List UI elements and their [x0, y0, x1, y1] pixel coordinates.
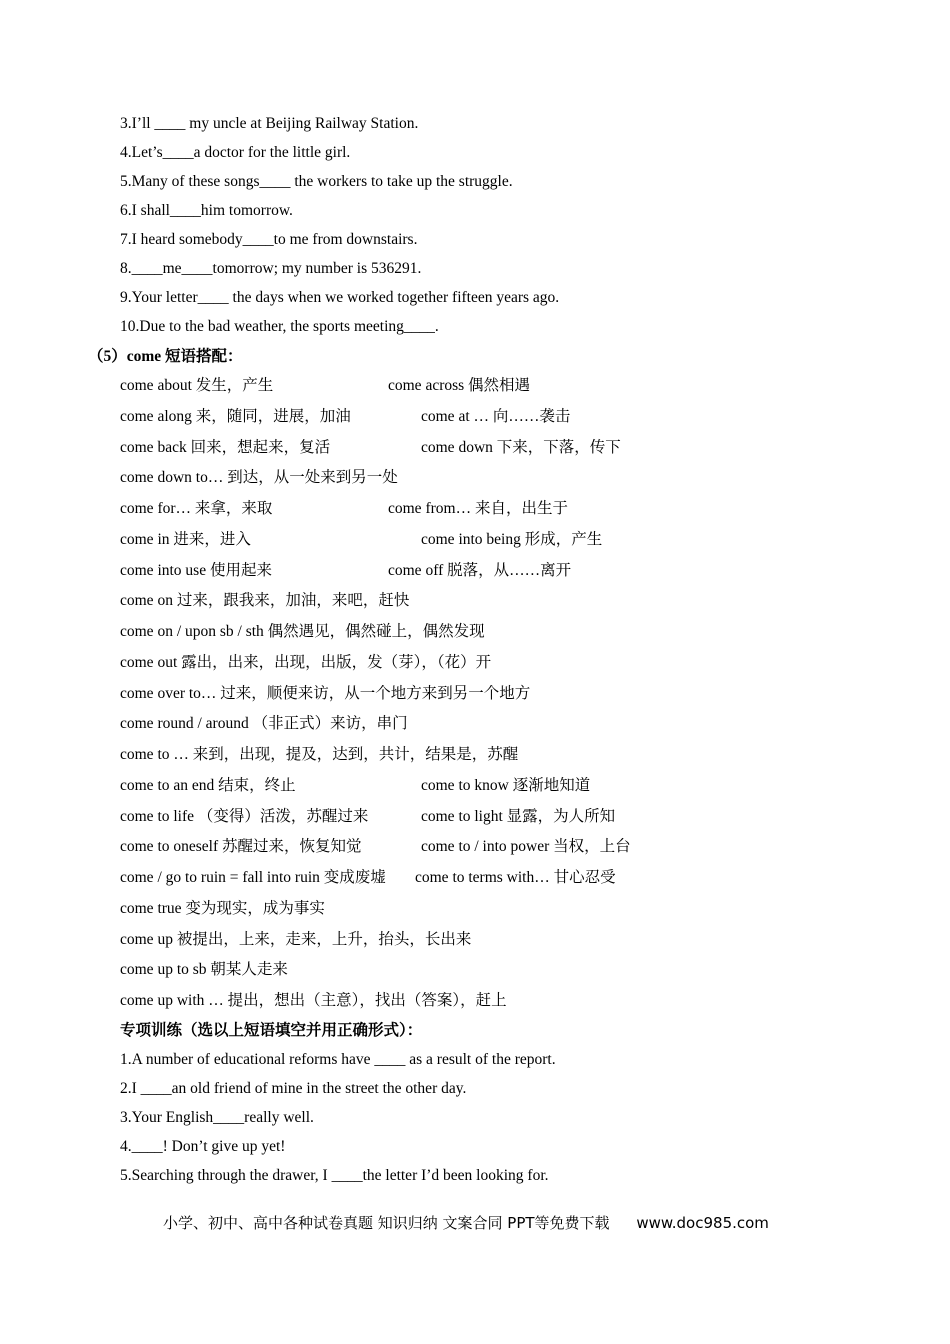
- footer-url[interactable]: www.doc985.com: [636, 1214, 769, 1232]
- phrase-row: [120, 591, 680, 611]
- phrase-left: come round / around （非正式）来访，串门: [120, 715, 408, 732]
- phrase-row: [120, 376, 680, 396]
- phrase-left: come out 露出，出来，出现，出版，发（芽），（花）开: [120, 654, 492, 671]
- phrase-row: [120, 745, 680, 765]
- phrase-row: [120, 899, 680, 919]
- phrase-left: come over to… 过来，顺便来访，从一个地方来到另一个地方: [120, 685, 531, 702]
- phrase-right: come to / into power 当权，上台: [421, 838, 631, 855]
- exercise-item: 10.Due to the bad weather, the sports meeting____.: [120, 318, 439, 335]
- phrase-row: [120, 653, 680, 673]
- phrase-left: come back 回来，想起来，复活: [120, 439, 331, 456]
- phrase-row: [120, 561, 680, 581]
- phrase-row: [120, 991, 680, 1011]
- phrase-left: come up to sb 朝某人走来: [120, 961, 288, 978]
- phrase-row: [120, 837, 680, 857]
- phrase-row: [120, 960, 680, 980]
- phrase-row: [120, 407, 680, 427]
- phrase-row: [120, 868, 680, 888]
- exercise-item: 9.Your letter____ the days when we worked together fifteen years ago.: [120, 289, 560, 306]
- phrase-left: come on / upon sb / sth 偶然遇见，偶然碰上，偶然发现: [120, 623, 485, 640]
- phrase-row: [120, 438, 680, 458]
- phrase-left: come for… 来拿，来取: [120, 500, 273, 517]
- phrase-left: come on 过来，跟我来，加油，来吧，赶快: [120, 592, 410, 609]
- exercise-item: 3.I’ll ____ my uncle at Beijing Railway Station.: [120, 115, 419, 132]
- phrase-right: come off 脱落，从……离开: [388, 562, 572, 579]
- phrase-row: [120, 714, 680, 734]
- phrase-row: [120, 468, 680, 488]
- exercise-item: 5.Searching through the drawer, I ____the letter I’d been looking for.: [120, 1167, 549, 1184]
- phrase-right: come into being 形成，产生: [421, 531, 603, 548]
- phrase-left: come to oneself 苏醒过来，恢复知觉: [120, 838, 362, 855]
- footer-text: 小学、初中、高中各种试卷真题 知识归纳 文案合同 PPT等免费下载: [163, 1214, 610, 1232]
- phrase-left: come to life （变得）活泼，苏醒过来: [120, 808, 369, 825]
- phrase-left: come down to… 到达，从一处来到另一处: [120, 469, 398, 486]
- phrase-row: [120, 530, 680, 550]
- phrase-left: come in 进来，进入: [120, 531, 251, 548]
- phrase-row: [120, 807, 680, 827]
- phrase-left: come along 来，随同，进展，加油: [120, 408, 351, 425]
- phrase-right: come to light 显露，为人所知: [421, 808, 616, 825]
- exercise-item: 4.____! Don’t give up yet!: [120, 1138, 286, 1155]
- phrase-right: come to terms with… 甘心忍受: [415, 869, 616, 886]
- phrase-left: come up with … 提出，想出（主意），找出（答案），赶上: [120, 992, 507, 1009]
- exercise-item: 1.A number of educational reforms have ____ as a result of the report.: [120, 1051, 556, 1068]
- training-heading: 专项训练（选以上短语填空并用正确形式）：: [120, 1022, 423, 1039]
- phrase-row: [120, 499, 680, 519]
- phrase-left: come about 发生，产生: [120, 377, 274, 394]
- exercise-item: 2.I ____an old friend of mine in the street the other day.: [120, 1080, 467, 1097]
- phrase-left: come up 被提出，上来，走来，上升，抬头，长出来: [120, 931, 472, 948]
- phrase-left: come to an end 结束，终止: [120, 777, 296, 794]
- exercise-item: 3.Your English____really well.: [120, 1109, 314, 1126]
- phrase-right: come across 偶然相遇: [388, 377, 531, 394]
- phrase-row: [120, 776, 680, 796]
- phrase-right: come to know 逐渐地知道: [421, 777, 591, 794]
- phrase-row: [120, 622, 680, 642]
- phrase-left: come / go to ruin = fall into ruin 变成废墟: [120, 869, 386, 886]
- exercise-item: 4.Let’s____a doctor for the little girl.: [120, 144, 351, 161]
- exercise-item: 6.I shall____him tomorrow.: [120, 202, 293, 219]
- phrase-row: [120, 930, 680, 950]
- phrase-right: come at … 向……袭击: [421, 408, 571, 425]
- phrase-left: come into use 使用起来: [120, 562, 272, 579]
- exercise-item: 8.____me____tomorrow; my number is 536291.: [120, 260, 422, 277]
- phrase-right: come from… 来自，出生于: [388, 500, 568, 517]
- exercise-item: 5.Many of these songs____ the workers to take up the struggle.: [120, 173, 513, 190]
- exercise-item: 7.I heard somebody____to me from downstairs.: [120, 231, 418, 248]
- page-footer: [163, 1212, 769, 1233]
- phrase-row: [120, 684, 680, 704]
- phrase-left: come true 变为现实，成为事实: [120, 900, 325, 917]
- phrase-left: come to … 来到，出现，提及，达到，共计，结果是，苏醒: [120, 746, 519, 763]
- section-heading: （5）come 短语搭配：: [88, 348, 243, 365]
- phrase-right: come down 下来，下落，传下: [421, 439, 621, 456]
